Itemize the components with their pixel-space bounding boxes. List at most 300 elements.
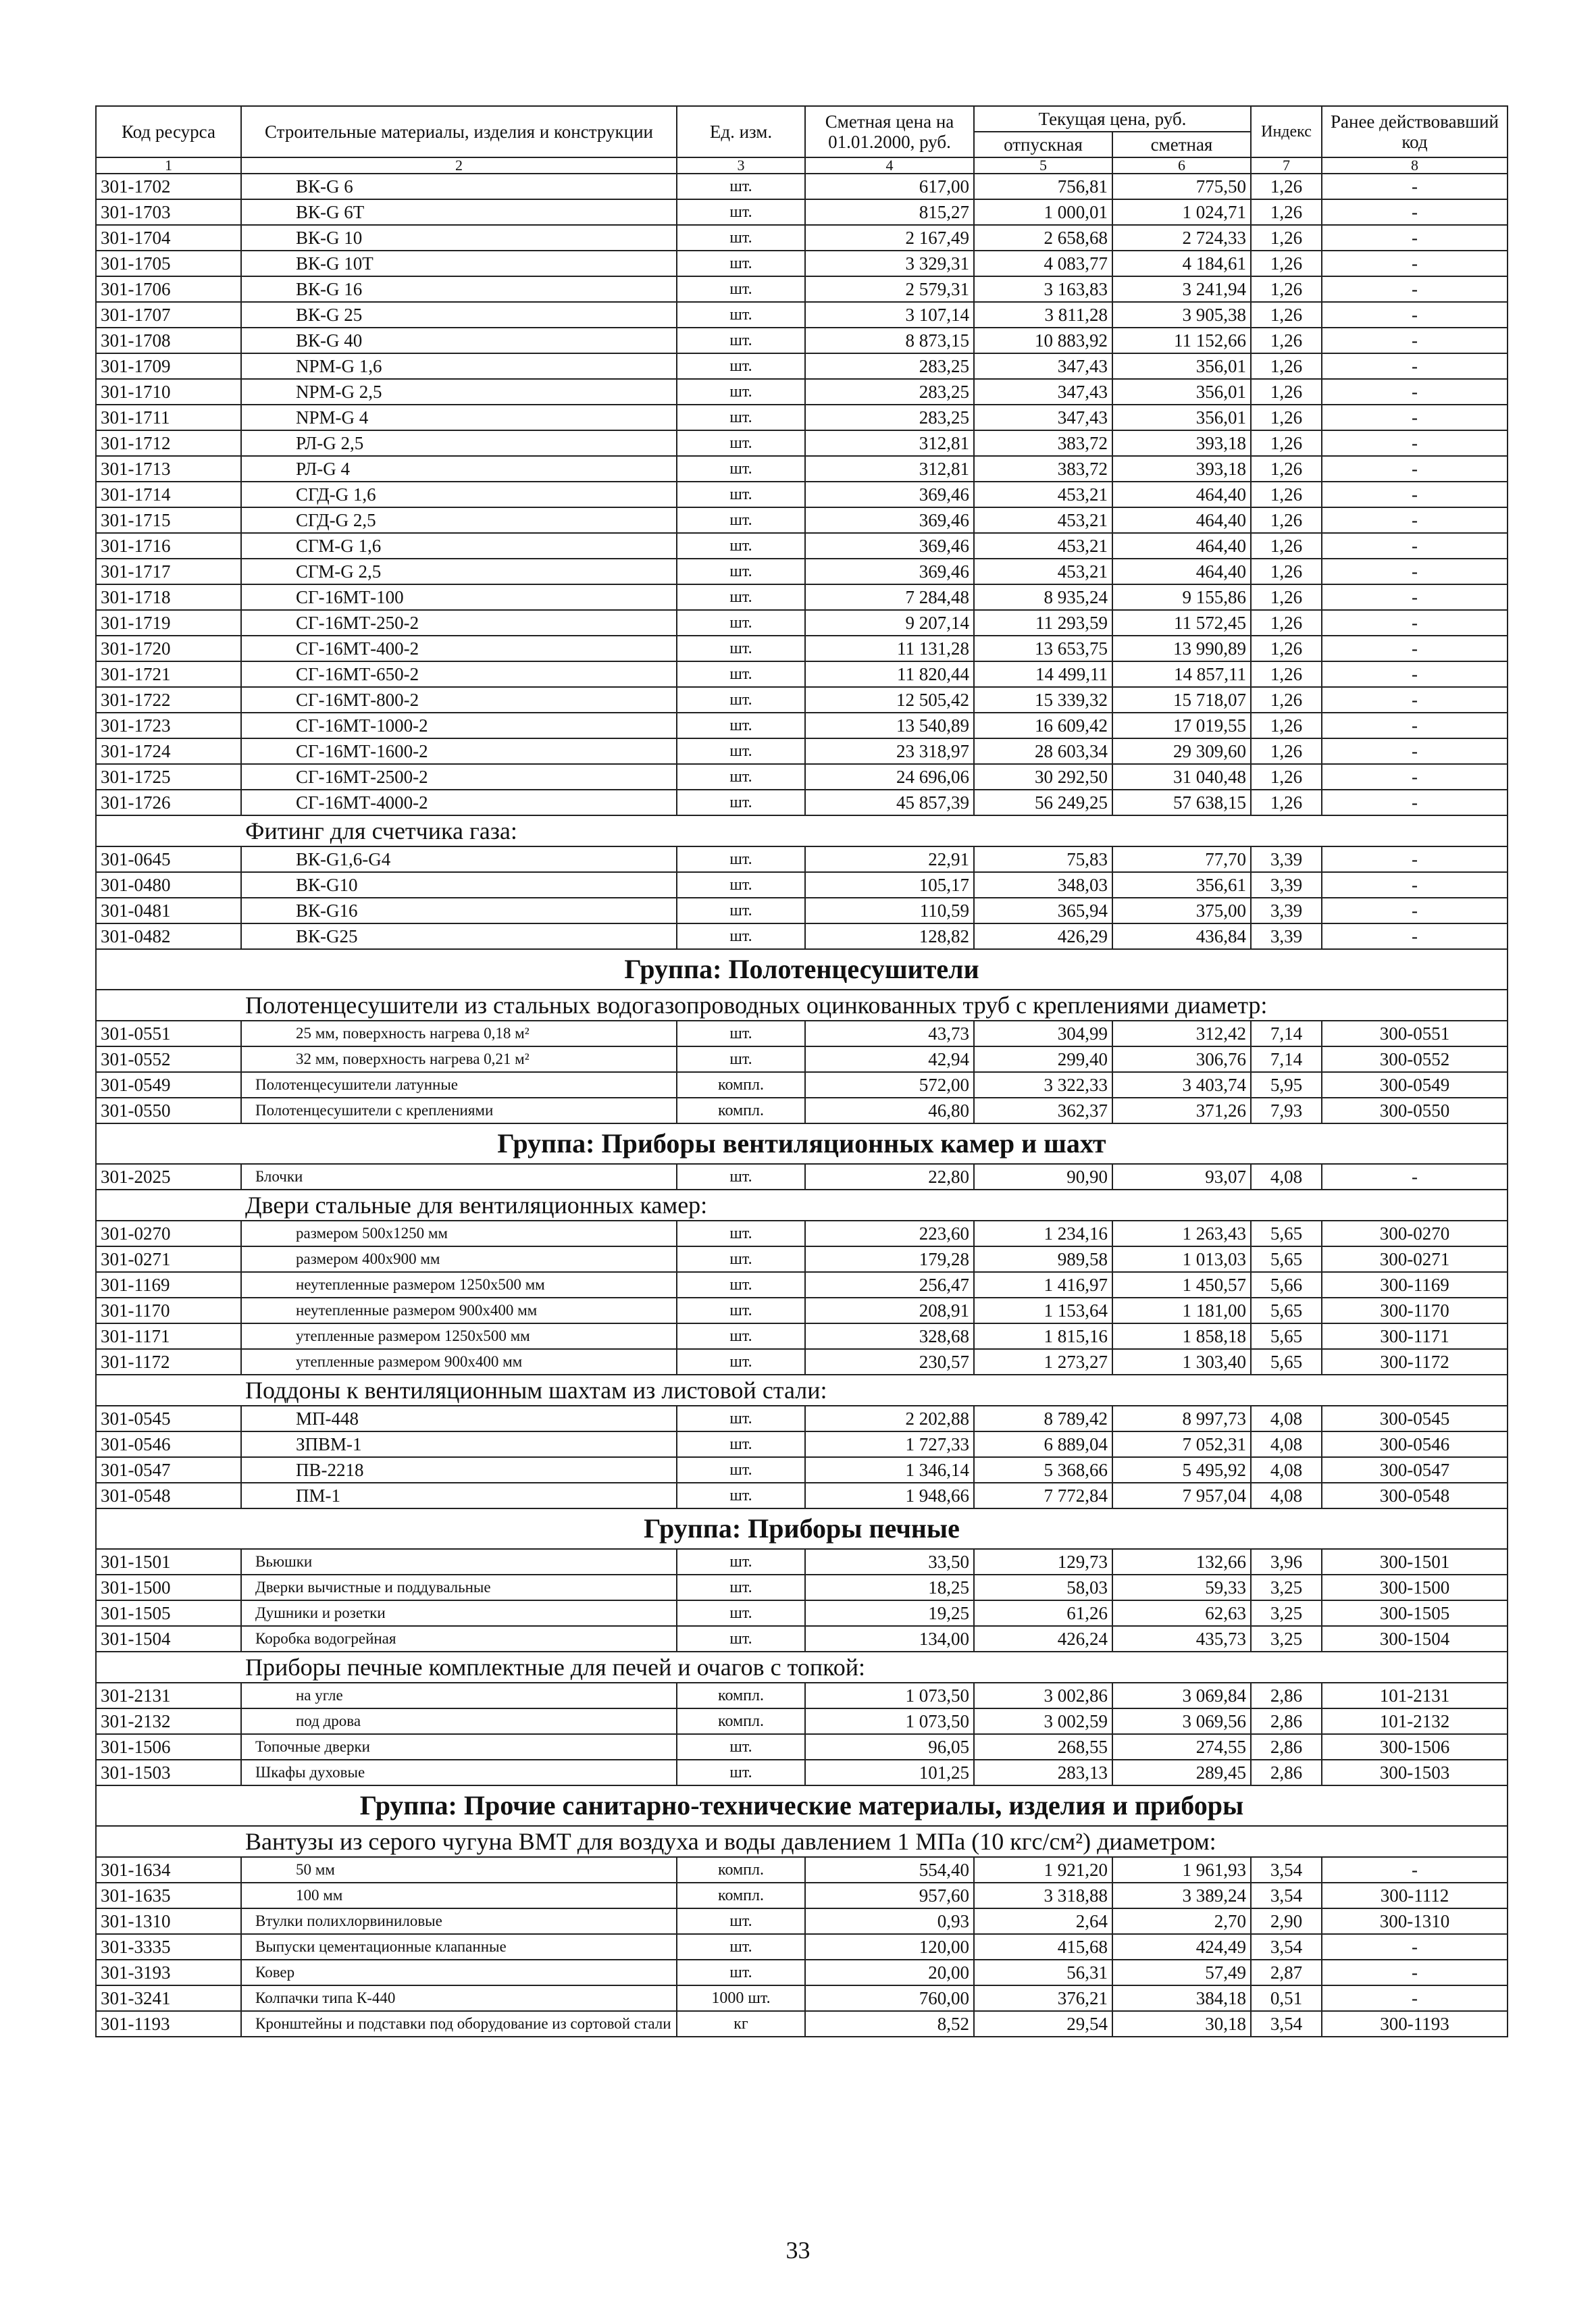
price-2000: 3 329,31 bbox=[805, 251, 974, 276]
material-name: ВК-G 40 bbox=[241, 328, 677, 353]
price-2000: 957,60 bbox=[805, 1883, 974, 1908]
release-price: 453,21 bbox=[974, 559, 1112, 584]
material-name: СГ-16МТ-800-2 bbox=[241, 687, 677, 713]
table-row bbox=[96, 1457, 1508, 1483]
release-price: 3 002,86 bbox=[974, 1683, 1112, 1708]
estimate-price: 9 155,86 bbox=[1112, 584, 1251, 610]
resource-code: 301-0271 bbox=[96, 1246, 241, 1272]
index: 3,39 bbox=[1251, 846, 1322, 872]
price-2000: 572,00 bbox=[805, 1072, 974, 1098]
previous-code: 300-1171 bbox=[1322, 1323, 1508, 1349]
subgroup-heading-row bbox=[96, 1826, 1508, 1857]
release-price: 6 889,04 bbox=[974, 1431, 1112, 1457]
resource-code: 301-1703 bbox=[96, 199, 241, 225]
index: 3,54 bbox=[1251, 1934, 1322, 1960]
unit: шт. bbox=[677, 559, 805, 584]
index: 3,25 bbox=[1251, 1600, 1322, 1626]
estimate-price: 312,42 bbox=[1112, 1021, 1251, 1046]
table-row bbox=[96, 584, 1508, 610]
group-heading: Группа: Полотенцесушители bbox=[96, 949, 1508, 990]
unit: шт. bbox=[677, 1221, 805, 1246]
release-price: 30 292,50 bbox=[974, 764, 1112, 790]
unit: шт. bbox=[677, 738, 805, 764]
unit: шт. bbox=[677, 846, 805, 872]
resource-code: 301-2131 bbox=[96, 1683, 241, 1708]
material-name: Шкафы духовые bbox=[241, 1760, 677, 1785]
price-2000: 1 346,14 bbox=[805, 1457, 974, 1483]
column-number: 8 bbox=[1322, 157, 1508, 174]
table-row bbox=[96, 846, 1508, 872]
table-row bbox=[96, 1683, 1508, 1708]
resource-code: 301-0482 bbox=[96, 923, 241, 949]
index: 2,90 bbox=[1251, 1908, 1322, 1934]
estimate-price: 7 957,04 bbox=[1112, 1483, 1251, 1508]
table-row bbox=[96, 1883, 1508, 1908]
release-price: 1 416,97 bbox=[974, 1272, 1112, 1298]
index: 4,08 bbox=[1251, 1483, 1322, 1508]
estimate-price: 4 184,61 bbox=[1112, 251, 1251, 276]
unit: шт. bbox=[677, 1549, 805, 1575]
price-2000: 2 167,49 bbox=[805, 225, 974, 251]
previous-code: - bbox=[1322, 353, 1508, 379]
material-name: ВК-G10 bbox=[241, 872, 677, 898]
price-2000: 2 579,31 bbox=[805, 276, 974, 302]
estimate-price: 14 857,11 bbox=[1112, 661, 1251, 687]
previous-code: 300-0270 bbox=[1322, 1221, 1508, 1246]
unit: шт. bbox=[677, 1760, 805, 1785]
price-2000: 11 820,44 bbox=[805, 661, 974, 687]
index: 3,39 bbox=[1251, 923, 1322, 949]
price-2000: 9 207,14 bbox=[805, 610, 974, 636]
index: 2,87 bbox=[1251, 1960, 1322, 1985]
index: 3,39 bbox=[1251, 898, 1322, 923]
estimate-price: 1 263,43 bbox=[1112, 1221, 1251, 1246]
estimate-price: 384,18 bbox=[1112, 1985, 1251, 2011]
resource-code: 301-0549 bbox=[96, 1072, 241, 1098]
price-2000: 1 073,50 bbox=[805, 1708, 974, 1734]
index: 3,54 bbox=[1251, 1883, 1322, 1908]
release-price: 426,29 bbox=[974, 923, 1112, 949]
table-row bbox=[96, 1164, 1508, 1190]
estimate-price: 1 013,03 bbox=[1112, 1246, 1251, 1272]
release-price: 347,43 bbox=[974, 405, 1112, 430]
estimate-price: 3 069,56 bbox=[1112, 1708, 1251, 1734]
estimate-price: 62,63 bbox=[1112, 1600, 1251, 1626]
resource-code: 301-0545 bbox=[96, 1406, 241, 1431]
unit: компл. bbox=[677, 1857, 805, 1883]
material-name: РЛ-G 4 bbox=[241, 456, 677, 482]
material-name: Вьюшки bbox=[241, 1549, 677, 1575]
material-name: СГ-16МТ-250-2 bbox=[241, 610, 677, 636]
release-price: 268,55 bbox=[974, 1734, 1112, 1760]
resource-code: 301-1503 bbox=[96, 1760, 241, 1785]
subgroup-heading-row bbox=[96, 1375, 1508, 1406]
previous-code: - bbox=[1322, 1934, 1508, 1960]
index: 1,26 bbox=[1251, 507, 1322, 533]
previous-code: - bbox=[1322, 225, 1508, 251]
index: 1,26 bbox=[1251, 764, 1322, 790]
estimate-price: 371,26 bbox=[1112, 1098, 1251, 1123]
price-2000: 13 540,89 bbox=[805, 713, 974, 738]
price-2000: 760,00 bbox=[805, 1985, 974, 2011]
unit: компл. bbox=[677, 1883, 805, 1908]
previous-code: 300-0551 bbox=[1322, 1021, 1508, 1046]
table-row bbox=[96, 1626, 1508, 1652]
release-price: 2 658,68 bbox=[974, 225, 1112, 251]
index: 5,95 bbox=[1251, 1072, 1322, 1098]
table-row bbox=[96, 2011, 1508, 2037]
previous-code: 300-1503 bbox=[1322, 1760, 1508, 1785]
release-price: 1 815,16 bbox=[974, 1323, 1112, 1349]
index: 3,39 bbox=[1251, 872, 1322, 898]
unit: шт. bbox=[677, 1406, 805, 1431]
table-row bbox=[96, 1323, 1508, 1349]
estimate-price: 274,55 bbox=[1112, 1734, 1251, 1760]
release-price: 16 609,42 bbox=[974, 713, 1112, 738]
estimate-price: 435,73 bbox=[1112, 1626, 1251, 1652]
table-row bbox=[96, 872, 1508, 898]
previous-code: - bbox=[1322, 405, 1508, 430]
table-row bbox=[96, 174, 1508, 199]
table-row bbox=[96, 1098, 1508, 1123]
table-row bbox=[96, 276, 1508, 302]
index: 3,96 bbox=[1251, 1549, 1322, 1575]
release-price: 5 368,66 bbox=[974, 1457, 1112, 1483]
table-row bbox=[96, 898, 1508, 923]
release-price: 383,72 bbox=[974, 456, 1112, 482]
material-name: утепленные размером 900x400 мм bbox=[241, 1349, 677, 1375]
table-row bbox=[96, 1483, 1508, 1508]
unit: шт. bbox=[677, 764, 805, 790]
unit: компл. bbox=[677, 1683, 805, 1708]
resource-code: 301-1725 bbox=[96, 764, 241, 790]
table-body bbox=[96, 174, 1508, 2037]
release-price: 989,58 bbox=[974, 1246, 1112, 1272]
resource-code: 301-0480 bbox=[96, 872, 241, 898]
unit: шт. bbox=[677, 1298, 805, 1323]
unit: шт. bbox=[677, 1600, 805, 1626]
previous-code: - bbox=[1322, 533, 1508, 559]
table-row bbox=[96, 1549, 1508, 1575]
index: 3,25 bbox=[1251, 1575, 1322, 1600]
estimate-price: 59,33 bbox=[1112, 1575, 1251, 1600]
resource-code: 301-1706 bbox=[96, 276, 241, 302]
index: 2,86 bbox=[1251, 1760, 1322, 1785]
index: 1,26 bbox=[1251, 482, 1322, 507]
material-name: ВК-G25 bbox=[241, 923, 677, 949]
price-2000: 22,91 bbox=[805, 846, 974, 872]
previous-code: - bbox=[1322, 846, 1508, 872]
estimate-price: 93,07 bbox=[1112, 1164, 1251, 1190]
previous-code: - bbox=[1322, 430, 1508, 456]
price-2000: 18,25 bbox=[805, 1575, 974, 1600]
material-name: СГМ-G 2,5 bbox=[241, 559, 677, 584]
price-2000: 369,46 bbox=[805, 507, 974, 533]
material-name: ВК-G 16 bbox=[241, 276, 677, 302]
price-2000: 815,27 bbox=[805, 199, 974, 225]
release-price: 3 163,83 bbox=[974, 276, 1112, 302]
column-number: 5 bbox=[974, 157, 1112, 174]
material-name: СГ-16МТ-2500-2 bbox=[241, 764, 677, 790]
resource-code: 301-2132 bbox=[96, 1708, 241, 1734]
resource-code: 301-1635 bbox=[96, 1883, 241, 1908]
material-name: на угле bbox=[241, 1683, 677, 1708]
release-price: 453,21 bbox=[974, 507, 1112, 533]
table-row bbox=[96, 923, 1508, 949]
index: 5,65 bbox=[1251, 1246, 1322, 1272]
price-2000: 328,68 bbox=[805, 1323, 974, 1349]
index: 1,26 bbox=[1251, 661, 1322, 687]
col-prev-header: Ранее действовавший код bbox=[1322, 106, 1508, 157]
table-row bbox=[96, 430, 1508, 456]
material-name: СГ-16МТ-1000-2 bbox=[241, 713, 677, 738]
release-price: 75,83 bbox=[974, 846, 1112, 872]
unit: шт. bbox=[677, 1960, 805, 1985]
material-name: NPM-G 2,5 bbox=[241, 379, 677, 405]
estimate-price: 30,18 bbox=[1112, 2011, 1251, 2037]
column-number: 3 bbox=[677, 157, 805, 174]
group-heading: Группа: Приборы вентиляционных камер и шахт bbox=[96, 1123, 1508, 1164]
index: 1,26 bbox=[1251, 174, 1322, 199]
unit: шт. bbox=[677, 482, 805, 507]
index: 1,26 bbox=[1251, 225, 1322, 251]
index: 1,26 bbox=[1251, 713, 1322, 738]
group-heading: Группа: Прочие санитарно-технические материалы, изделия и приборы bbox=[96, 1785, 1508, 1826]
material-name: утепленные размером 1250x500 мм bbox=[241, 1323, 677, 1349]
resource-code: 301-1715 bbox=[96, 507, 241, 533]
material-name: под дрова bbox=[241, 1708, 677, 1734]
price-2000: 0,93 bbox=[805, 1908, 974, 1934]
previous-code: 300-1112 bbox=[1322, 1883, 1508, 1908]
estimate-price: 306,76 bbox=[1112, 1046, 1251, 1072]
unit: шт. bbox=[677, 584, 805, 610]
estimate-price: 3 069,84 bbox=[1112, 1683, 1251, 1708]
unit: шт. bbox=[677, 328, 805, 353]
estimate-price: 356,01 bbox=[1112, 405, 1251, 430]
estimate-price: 77,70 bbox=[1112, 846, 1251, 872]
estimate-price: 1 450,57 bbox=[1112, 1272, 1251, 1298]
price-2000: 283,25 bbox=[805, 379, 974, 405]
index: 2,86 bbox=[1251, 1683, 1322, 1708]
resource-code: 301-1722 bbox=[96, 687, 241, 713]
previous-code: 300-1506 bbox=[1322, 1734, 1508, 1760]
resource-code: 301-1717 bbox=[96, 559, 241, 584]
release-price: 3 002,59 bbox=[974, 1708, 1112, 1734]
release-price: 299,40 bbox=[974, 1046, 1112, 1072]
resource-code: 301-1720 bbox=[96, 636, 241, 661]
index: 5,66 bbox=[1251, 1272, 1322, 1298]
table-row bbox=[96, 713, 1508, 738]
resource-code: 301-3193 bbox=[96, 1960, 241, 1985]
estimate-price: 1 858,18 bbox=[1112, 1323, 1251, 1349]
unit: шт. bbox=[677, 174, 805, 199]
index: 1,26 bbox=[1251, 251, 1322, 276]
index: 1,26 bbox=[1251, 636, 1322, 661]
unit: шт. bbox=[677, 1272, 805, 1298]
release-price: 56 249,25 bbox=[974, 790, 1112, 815]
column-number: 1 bbox=[96, 157, 241, 174]
previous-code: - bbox=[1322, 1164, 1508, 1190]
material-name: неутепленные размером 1250x500 мм bbox=[241, 1272, 677, 1298]
previous-code: - bbox=[1322, 1857, 1508, 1883]
material-name: NPM-G 4 bbox=[241, 405, 677, 430]
estimate-price: 1 303,40 bbox=[1112, 1349, 1251, 1375]
price-2000: 283,25 bbox=[805, 405, 974, 430]
previous-code: 300-0546 bbox=[1322, 1431, 1508, 1457]
table-row bbox=[96, 353, 1508, 379]
price-2000: 42,94 bbox=[805, 1046, 974, 1072]
material-name: ВК-G 10 bbox=[241, 225, 677, 251]
resource-code: 301-0550 bbox=[96, 1098, 241, 1123]
price-2000: 24 696,06 bbox=[805, 764, 974, 790]
previous-code: 300-0547 bbox=[1322, 1457, 1508, 1483]
estimate-price: 775,50 bbox=[1112, 174, 1251, 199]
release-price: 10 883,92 bbox=[974, 328, 1112, 353]
material-name: СГ-16МТ-4000-2 bbox=[241, 790, 677, 815]
material-name: РЛ-G 2,5 bbox=[241, 430, 677, 456]
resource-code: 301-0546 bbox=[96, 1431, 241, 1457]
price-2000: 96,05 bbox=[805, 1734, 974, 1760]
price-2000: 46,80 bbox=[805, 1098, 974, 1123]
index: 1,26 bbox=[1251, 610, 1322, 636]
price-2000: 1 727,33 bbox=[805, 1431, 974, 1457]
col-unit-header: Ед. изм. bbox=[677, 106, 805, 157]
subgroup-heading: Полотенцесушители из стальных водогазопроводных оцинкованных труб с креплениями диаметр: bbox=[96, 990, 1508, 1021]
unit: шт. bbox=[677, 1575, 805, 1600]
resource-code: 301-1506 bbox=[96, 1734, 241, 1760]
release-price: 3 318,88 bbox=[974, 1883, 1112, 1908]
material-name: Блочки bbox=[241, 1164, 677, 1190]
previous-code: - bbox=[1322, 713, 1508, 738]
price-2000: 45 857,39 bbox=[805, 790, 974, 815]
subgroup-heading: Фитинг для счетчика газа: bbox=[96, 815, 1508, 846]
estimate-price: 1 024,71 bbox=[1112, 199, 1251, 225]
release-price: 453,21 bbox=[974, 533, 1112, 559]
table-header bbox=[96, 106, 1508, 174]
release-price: 2,64 bbox=[974, 1908, 1112, 1934]
price-2000: 23 318,97 bbox=[805, 738, 974, 764]
previous-code: - bbox=[1322, 507, 1508, 533]
previous-code: - bbox=[1322, 559, 1508, 584]
previous-code: 300-1170 bbox=[1322, 1298, 1508, 1323]
previous-code: - bbox=[1322, 482, 1508, 507]
resource-code: 301-1724 bbox=[96, 738, 241, 764]
previous-code: - bbox=[1322, 584, 1508, 610]
resource-code: 301-1310 bbox=[96, 1908, 241, 1934]
table-row bbox=[96, 533, 1508, 559]
group-heading-row bbox=[96, 1123, 1508, 1164]
release-price: 90,90 bbox=[974, 1164, 1112, 1190]
release-price: 1 000,01 bbox=[974, 199, 1112, 225]
material-name: СГМ-G 1,6 bbox=[241, 533, 677, 559]
resource-code: 301-1721 bbox=[96, 661, 241, 687]
column-number: 2 bbox=[241, 157, 677, 174]
price-2000: 33,50 bbox=[805, 1549, 974, 1575]
release-price: 1 234,16 bbox=[974, 1221, 1112, 1246]
estimate-price: 464,40 bbox=[1112, 559, 1251, 584]
previous-code: - bbox=[1322, 687, 1508, 713]
table-row bbox=[96, 1934, 1508, 1960]
release-price: 1 273,27 bbox=[974, 1349, 1112, 1375]
previous-code: - bbox=[1322, 174, 1508, 199]
table-row bbox=[96, 1857, 1508, 1883]
previous-code: 300-1500 bbox=[1322, 1575, 1508, 1600]
subgroup-heading: Приборы печные комплектные для печей и очагов с топкой: bbox=[96, 1652, 1508, 1683]
price-2000: 312,81 bbox=[805, 430, 974, 456]
estimate-price: 436,84 bbox=[1112, 923, 1251, 949]
price-2000: 8,52 bbox=[805, 2011, 974, 2037]
price-2000: 134,00 bbox=[805, 1626, 974, 1652]
price-2000: 22,80 bbox=[805, 1164, 974, 1190]
material-name: ВК-G 6Т bbox=[241, 199, 677, 225]
previous-code: - bbox=[1322, 872, 1508, 898]
previous-code: 300-0271 bbox=[1322, 1246, 1508, 1272]
price-2000: 208,91 bbox=[805, 1298, 974, 1323]
group-heading: Группа: Приборы печные bbox=[96, 1508, 1508, 1549]
estimate-price: 393,18 bbox=[1112, 430, 1251, 456]
index: 1,26 bbox=[1251, 430, 1322, 456]
price-2000: 617,00 bbox=[805, 174, 974, 199]
unit: шт. bbox=[677, 1349, 805, 1375]
index: 4,08 bbox=[1251, 1457, 1322, 1483]
price-2000: 2 202,88 bbox=[805, 1406, 974, 1431]
previous-code: 300-1193 bbox=[1322, 2011, 1508, 2037]
resource-code: 301-0547 bbox=[96, 1457, 241, 1483]
material-name: СГД-G 1,6 bbox=[241, 482, 677, 507]
col-code-header: Код ресурса bbox=[96, 106, 241, 157]
index: 5,65 bbox=[1251, 1298, 1322, 1323]
material-name: ПВ-2218 bbox=[241, 1457, 677, 1483]
material-name: 50 мм bbox=[241, 1857, 677, 1883]
index: 1,26 bbox=[1251, 738, 1322, 764]
material-name: Колпачки типа К-440 bbox=[241, 1985, 677, 2011]
table-row bbox=[96, 1246, 1508, 1272]
previous-code: 300-1169 bbox=[1322, 1272, 1508, 1298]
col-index-header: Индекс bbox=[1251, 106, 1322, 157]
table-row bbox=[96, 790, 1508, 815]
material-name: СГ-16МТ-1600-2 bbox=[241, 738, 677, 764]
material-name: размером 400x900 мм bbox=[241, 1246, 677, 1272]
table-row bbox=[96, 1760, 1508, 1785]
resource-code: 301-1723 bbox=[96, 713, 241, 738]
resource-code: 301-0552 bbox=[96, 1046, 241, 1072]
material-name: ВК-G16 bbox=[241, 898, 677, 923]
index: 4,08 bbox=[1251, 1164, 1322, 1190]
price-2000: 19,25 bbox=[805, 1600, 974, 1626]
unit: шт. bbox=[677, 1323, 805, 1349]
previous-code: 300-1172 bbox=[1322, 1349, 1508, 1375]
previous-code: - bbox=[1322, 898, 1508, 923]
unit: шт. bbox=[677, 1431, 805, 1457]
estimate-price: 3 403,74 bbox=[1112, 1072, 1251, 1098]
estimate-price: 2,70 bbox=[1112, 1908, 1251, 1934]
price-2000: 11 131,28 bbox=[805, 636, 974, 661]
price-2000: 230,57 bbox=[805, 1349, 974, 1375]
release-price: 3 811,28 bbox=[974, 302, 1112, 328]
release-price: 362,37 bbox=[974, 1098, 1112, 1123]
unit: шт. bbox=[677, 1483, 805, 1508]
unit: шт. bbox=[677, 898, 805, 923]
estimate-price: 289,45 bbox=[1112, 1760, 1251, 1785]
unit: шт. bbox=[677, 790, 805, 815]
material-name: Выпуски цементационные клапанные bbox=[241, 1934, 677, 1960]
estimate-price: 13 990,89 bbox=[1112, 636, 1251, 661]
unit: шт. bbox=[677, 353, 805, 379]
unit: шт. bbox=[677, 1457, 805, 1483]
estimate-price: 57 638,15 bbox=[1112, 790, 1251, 815]
unit: шт. bbox=[677, 379, 805, 405]
index: 1,26 bbox=[1251, 687, 1322, 713]
